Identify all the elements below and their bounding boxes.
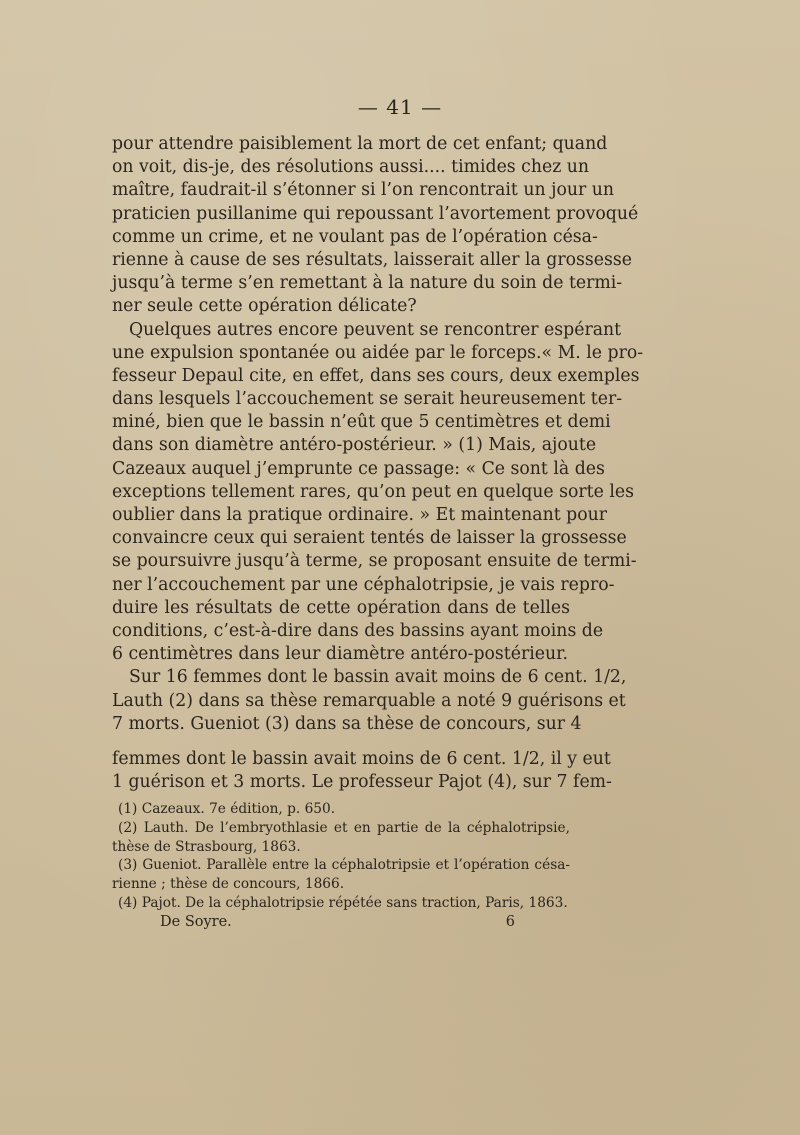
text-line: praticien pusillanime qui repoussant l’avortement provoqué [112,203,639,224]
sheet-number: 6 [505,914,515,930]
text-line: jusqu’à terme s’en remettant à la nature du soin de termi- [112,273,623,294]
text-line: Lauth (2) dans sa thèse remarquable a noté 9 guérisons et [112,690,626,711]
author-signature: De Soyre. [160,914,232,930]
text-line: 7 morts. Gueniot (3) dans sa thèse de concours, sur 4 [112,713,582,734]
text-line: dans lesquels l’accouchement se serait heureusement ter- [112,389,623,410]
text-line: fesseur Depaul cite, en effet, dans ses cours, deux exemples [112,365,640,386]
text-line: pour attendre paisiblement la mort de cet enfant; quand [112,134,608,154]
signature-line [160,913,515,932]
text-line: miné, bien que le bassin n’eût que 5 centimètres et demi [112,412,611,433]
page-number: — 41 — [357,95,443,119]
text-line: conditions, c’est-à-dire dans des bassins ayant moins de [112,620,604,641]
text-line: ner seule cette opération délicate? [112,296,417,317]
text-line: dans son diamètre antéro-postérieur. » (1) Mais, ajoute [112,435,597,456]
text-line: une expulsion spontanée ou aidée par le forceps.« M. le pro- [112,342,644,363]
text-line: Sur 16 femmes dont le bassin avait moins de 6 cent. 1/2, [129,667,627,688]
text-line: comme un crime, et ne voulant pas de l’opération césa- [112,226,598,247]
text-line: oublier dans la pratique ordinaire. » Et maintenant pour [112,505,608,525]
text-line: maître, faudrait-il s’étonner si l’on rencontrait un jour un [112,180,615,201]
text-line: exceptions tellement rares, qu’on peut en quelque sorte les [112,481,634,502]
text-line: se poursuivre jusqu’à terme, se proposant ensuite de termi- [112,551,637,572]
main-text [112,133,644,794]
footnote-line: (3) Gueniot. Parallèle entre la céphalotripsie et l’opération césa- [118,857,570,874]
text-line: Cazeaux auquel j’emprunte ce passage: « Ce sont là des [112,458,605,479]
text-line: on voit, dis-je, des résolutions aussi.... timides chez un [112,157,590,178]
text-line: femmes dont le bassin avait moins de 6 cent. 1/2, il y eut [112,748,611,769]
text-line: Quelques autres encore peuvent se rencontrer espérant [129,319,622,340]
text-line: 1 guérison et 3 morts. Le professeur Pajot (4), sur 7 fem- [112,772,612,793]
footnote-line: rienne ; thèse de concours, 1866. [112,876,345,893]
footnotes [112,800,570,913]
text-line: duire les résultats de cette opération dans de telles [112,597,570,618]
footnote-line: (1) Cazeaux. 7e édition, p. 650. [118,801,336,817]
text-line: ner l’accouchement par une céphalotripsie, je vais repro- [112,574,615,595]
footnote-line: thèse de Strasbourg, 1863. [112,838,301,855]
text-line: 6 centimètres dans leur diamètre antéro-postérieur. [112,644,568,665]
footnote-line: (4) Pajot. De la céphalotripsie répétée sans traction, Paris, 1863. [118,894,568,911]
text-line: rienne à cause de ses résultats, laisserait aller la grossesse [112,249,632,270]
text-line: convaincre ceux qui seraient tentés de laisser la grossesse [112,528,627,549]
footnote-line: (2) Lauth. De l’embryothlasie et en partie de la céphalotripsie, [118,819,570,836]
